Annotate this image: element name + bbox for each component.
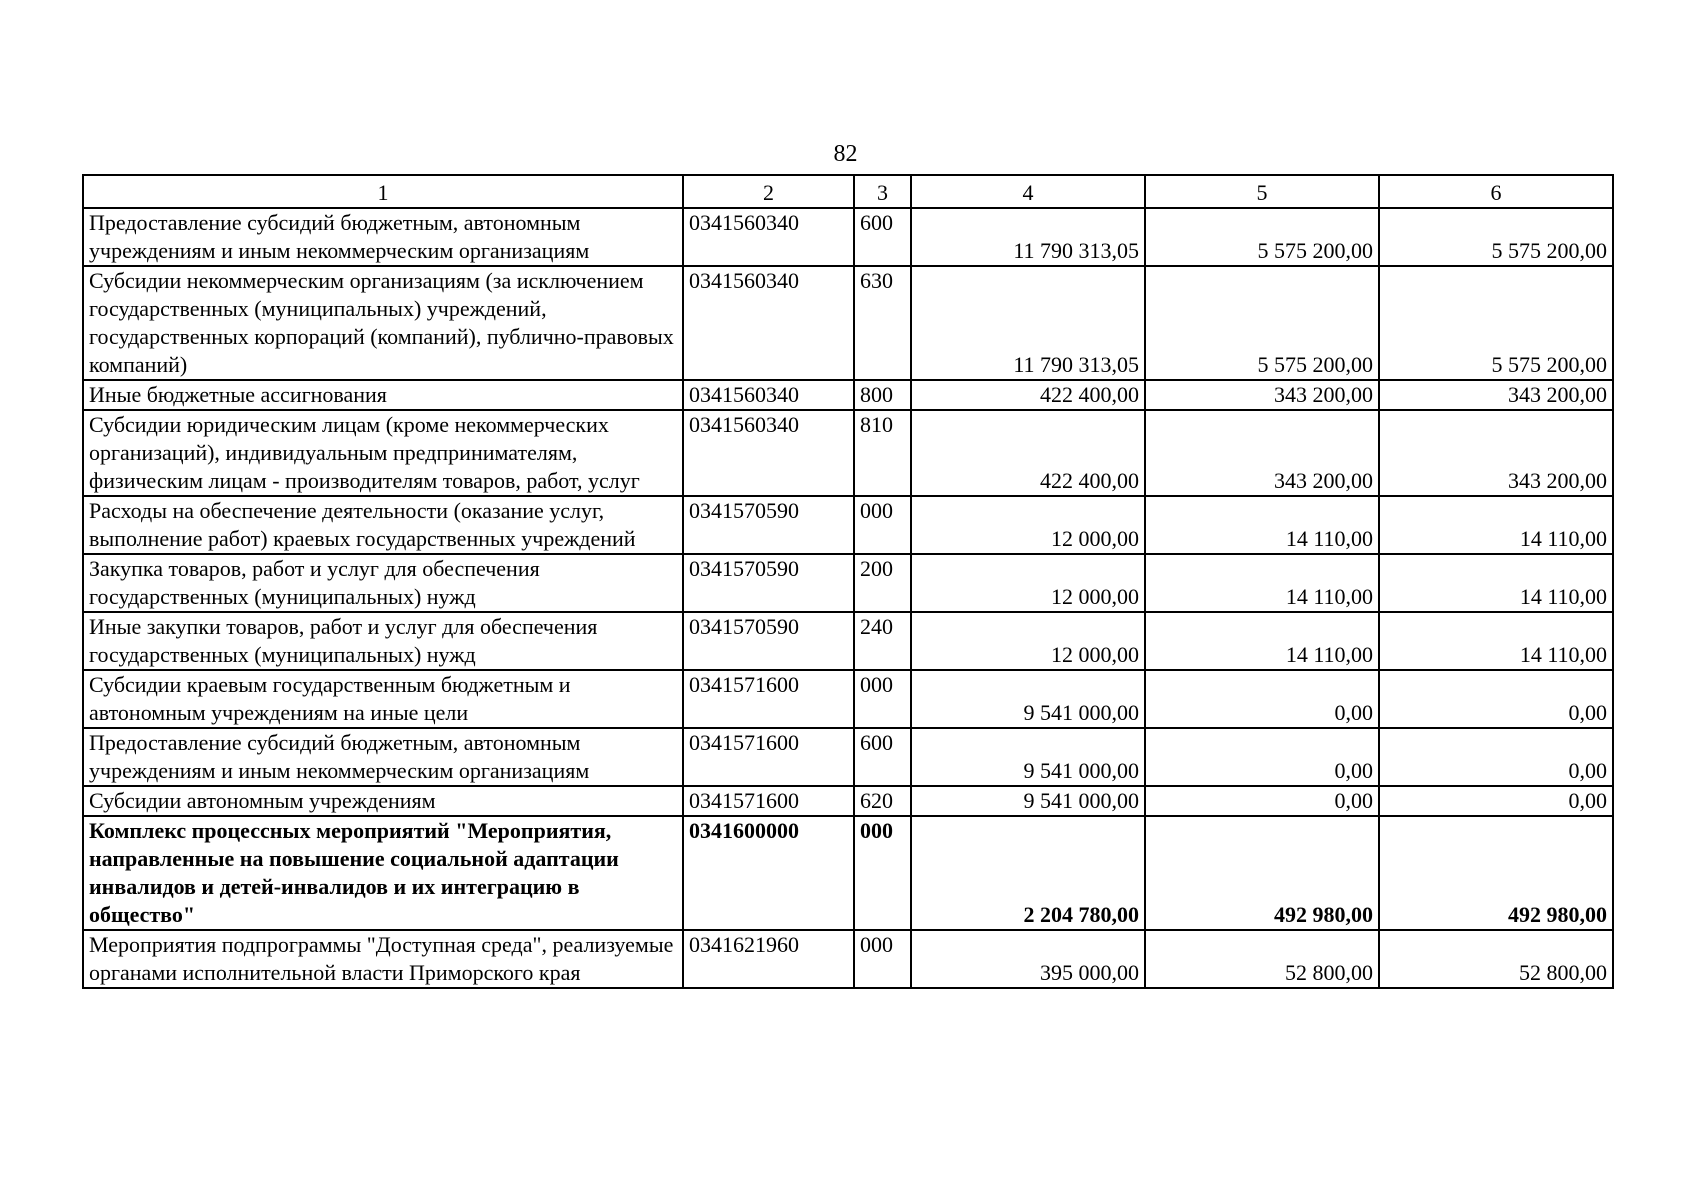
column-header-1: 1: [83, 175, 683, 208]
row-amount-col4-cell: 11 790 313,05: [911, 266, 1145, 380]
row-type-cell: 240: [854, 612, 911, 670]
row-amount-col4-cell: 422 400,00: [911, 380, 1145, 410]
row-amount-col6-cell: 14 110,00: [1379, 554, 1613, 612]
row-code-cell: 0341621960: [683, 930, 854, 988]
row-name-cell: Закупка товаров, работ и услуг для обеспечения государственных (муниципальных) нужд: [83, 554, 683, 612]
row-amount-col6-cell: 0,00: [1379, 670, 1613, 728]
table-row: [83, 554, 1613, 612]
row-amount-col5-cell: 343 200,00: [1145, 380, 1379, 410]
row-amount-col5-cell: 343 200,00: [1145, 410, 1379, 496]
row-name-cell: Расходы на обеспечение деятельности (оказание услуг, выполнение работ) краевых государственных учреждений: [83, 496, 683, 554]
row-name-cell: Мероприятия подпрограммы "Доступная среда", реализуемые органами исполнительной власти Приморского края: [83, 930, 683, 988]
row-amount-col4-cell: 9 541 000,00: [911, 670, 1145, 728]
row-amount-col5-cell: 0,00: [1145, 728, 1379, 786]
row-name-cell: Иные бюджетные ассигнования: [83, 380, 683, 410]
row-type-cell: 630: [854, 266, 911, 380]
row-type-cell: 000: [854, 670, 911, 728]
column-header-3: 3: [854, 175, 911, 208]
table-row: [83, 786, 1613, 816]
row-name-cell: Предоставление субсидий бюджетным, автономным учреждениям и иным некоммерческим организациям: [83, 208, 683, 266]
row-amount-col4-cell: 12 000,00: [911, 554, 1145, 612]
column-header-4: 4: [911, 175, 1145, 208]
row-amount-col5-cell: 14 110,00: [1145, 496, 1379, 554]
row-type-cell: 620: [854, 786, 911, 816]
row-type-cell: 600: [854, 728, 911, 786]
row-amount-col6-cell: 343 200,00: [1379, 410, 1613, 496]
table-row: [83, 930, 1613, 988]
row-name-cell: Субсидии юридическим лицам (кроме некоммерческих организаций), индивидуальным предпринимателям, физическим лицам - производителям товаров, работ, услуг: [83, 410, 683, 496]
row-amount-col6-cell: 5 575 200,00: [1379, 266, 1613, 380]
row-amount-col6-cell: 0,00: [1379, 786, 1613, 816]
row-amount-col5-cell: 14 110,00: [1145, 554, 1379, 612]
row-type-cell: 000: [854, 930, 911, 988]
row-amount-col6-cell: 5 575 200,00: [1379, 208, 1613, 266]
row-amount-col5-cell: 492 980,00: [1145, 816, 1379, 930]
column-header-2: 2: [683, 175, 854, 208]
row-type-cell: 000: [854, 496, 911, 554]
row-code-cell: 0341560340: [683, 410, 854, 496]
row-code-cell: 0341571600: [683, 728, 854, 786]
row-type-cell: 800: [854, 380, 911, 410]
row-code-cell: 0341560340: [683, 380, 854, 410]
table-row: [83, 410, 1613, 496]
table-row: [83, 496, 1613, 554]
row-type-cell: 000: [854, 816, 911, 930]
table-header-row: [83, 175, 1613, 208]
row-name-cell: Субсидии автономным учреждениям: [83, 786, 683, 816]
row-amount-col6-cell: 14 110,00: [1379, 496, 1613, 554]
row-name-cell: Субсидии некоммерческим организациям (за исключением государственных (муниципальных) учреждений, государственных корпораций (компаний), публично-правовых компаний): [83, 266, 683, 380]
row-amount-col6-cell: 52 800,00: [1379, 930, 1613, 988]
table-row: [83, 266, 1613, 380]
row-amount-col4-cell: 11 790 313,05: [911, 208, 1145, 266]
row-type-cell: 810: [854, 410, 911, 496]
row-code-cell: 0341560340: [683, 208, 854, 266]
row-code-cell: 0341571600: [683, 786, 854, 816]
row-code-cell: 0341560340: [683, 266, 854, 380]
row-code-cell: 0341570590: [683, 612, 854, 670]
row-amount-col6-cell: 492 980,00: [1379, 816, 1613, 930]
row-amount-col5-cell: 52 800,00: [1145, 930, 1379, 988]
row-amount-col4-cell: 9 541 000,00: [911, 728, 1145, 786]
table-row: [83, 380, 1613, 410]
page-number: 82: [833, 141, 858, 167]
row-amount-col4-cell: 422 400,00: [911, 410, 1145, 496]
table-row: [83, 728, 1613, 786]
row-type-cell: 200: [854, 554, 911, 612]
row-code-cell: 0341570590: [683, 496, 854, 554]
row-amount-col4-cell: 2 204 780,00: [911, 816, 1145, 930]
budget-table: [82, 174, 1614, 989]
row-amount-col5-cell: 0,00: [1145, 670, 1379, 728]
column-header-6: 6: [1379, 175, 1613, 208]
row-name-cell: Предоставление субсидий бюджетным, автономным учреждениям и иным некоммерческим организациям: [83, 728, 683, 786]
row-amount-col4-cell: 395 000,00: [911, 930, 1145, 988]
row-code-cell: 0341571600: [683, 670, 854, 728]
row-amount-col6-cell: 14 110,00: [1379, 612, 1613, 670]
row-amount-col4-cell: 12 000,00: [911, 496, 1145, 554]
row-code-cell: 0341600000: [683, 816, 854, 930]
row-amount-col4-cell: 9 541 000,00: [911, 786, 1145, 816]
row-amount-col5-cell: 5 575 200,00: [1145, 208, 1379, 266]
row-type-cell: 600: [854, 208, 911, 266]
row-amount-col4-cell: 12 000,00: [911, 612, 1145, 670]
row-amount-col6-cell: 0,00: [1379, 728, 1613, 786]
row-code-cell: 0341570590: [683, 554, 854, 612]
row-amount-col5-cell: 0,00: [1145, 786, 1379, 816]
row-amount-col5-cell: 14 110,00: [1145, 612, 1379, 670]
row-name-cell: Иные закупки товаров, работ и услуг для обеспечения государственных (муниципальных) нужд: [83, 612, 683, 670]
table-row: [83, 816, 1613, 930]
table-row: [83, 612, 1613, 670]
table-row: [83, 208, 1613, 266]
row-amount-col5-cell: 5 575 200,00: [1145, 266, 1379, 380]
row-amount-col6-cell: 343 200,00: [1379, 380, 1613, 410]
table-row: [83, 670, 1613, 728]
row-name-cell: Комплекс процессных мероприятий "Мероприятия, направленные на повышение социальной адаптации инвалидов и детей-инвалидов и их интеграцию в общество": [83, 816, 683, 930]
row-name-cell: Субсидии краевым государственным бюджетным и автономным учреждениям на иные цели: [83, 670, 683, 728]
column-header-5: 5: [1145, 175, 1379, 208]
